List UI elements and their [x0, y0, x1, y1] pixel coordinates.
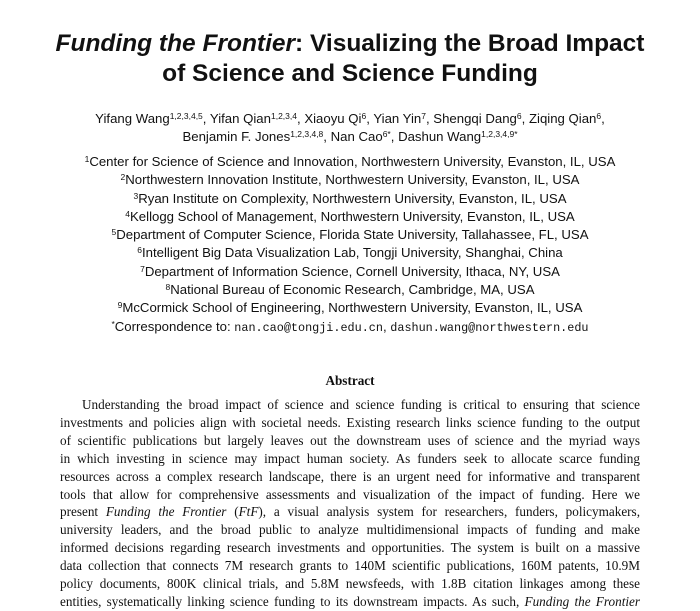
affiliation-item: $^1$Center for Science of Science and Innovation, Northwestern University, Evanston, IL, USA — [84, 154, 616, 169]
abstract-line: university leaders, and the broad public to analyze multidimensional impacts of funding and make — [60, 522, 640, 538]
email-link[interactable]: dashun.wang@northwestern.edu — [390, 320, 589, 335]
abstract-line: resources across a complex research landscape, there is an urgent need for informative and transparent — [60, 468, 640, 484]
affiliation-item: $^4$Kellogg School of Management, Northwestern University, Evanston, IL, USA — [125, 208, 575, 224]
title-italic-part: Funding the Frontier — [55, 30, 296, 57]
author-list — [0, 110, 700, 146]
author: Nan Cao$^{6*}$, — [330, 129, 399, 144]
affiliation-item: $^8$National Bureau of Economic Research, Cambridge, MA, USA — [165, 282, 535, 298]
author: Ziqing Qian$^6$, — [528, 111, 605, 126]
author: Benjamin F. Jones$^{1,2,3,4,8}$, — [182, 129, 331, 144]
correspondence-line: *Correspondence to: nan.cao@tongji.edu.cn, dashun.wang@northwestern.edu — [111, 318, 589, 335]
abstract-line: of scientific publications but largely leaves out the downstream uses of science and the myriad ways — [60, 432, 640, 448]
affiliation-item: $^2$Northwestern Innovation Institute, Northwestern University, Evanston, IL, USA — [120, 172, 580, 188]
abstract-line: Understanding the broad impact of science and science funding is critical to ensuring that science — [82, 397, 640, 412]
abstract-line: investments and policies align with societal needs. Existing research links science funding to the output — [60, 414, 640, 430]
author: Yifan Qian$^{1,2,3,4}$, — [209, 111, 305, 126]
abstract-line: data collection that connects 7M research grants to 140M scientific publications, 160M patents, 10.9M — [60, 558, 640, 574]
abstract-body — [60, 396, 640, 611]
email-link[interactable]: nan.cao@tongji.edu.cn — [234, 320, 383, 335]
author: Shengqi Dang$^6$, — [433, 111, 529, 126]
author: Yifang Wang$^{1,2,3,4,5}$, — [95, 111, 210, 126]
affiliation-item: $^5$Department of Computer Science, Florida State University, Tallahassee, FL, USA — [111, 227, 589, 243]
affiliation-item: $^7$Department of Information Science, Cornell University, Ithaca, NY, USA — [140, 263, 560, 279]
affiliation-item: $^9$McCormick School of Engineering, Northwestern University, Evanston, IL, USA — [117, 300, 583, 316]
abstract-line: in which investing in science may impact human society. As funders seek to allocate scarce funding — [60, 450, 640, 466]
title-line2: of Science and Science Funding — [162, 60, 538, 87]
author: Yian Yin$^7$, — [373, 111, 434, 126]
abstract-heading: Abstract — [325, 373, 375, 388]
affiliation-list — [0, 153, 700, 337]
title-rest-line1: : Visualizing the Broad Impact — [295, 30, 645, 57]
affiliation-item: $^6$Intelligent Big Data Visualization Lab, Tongji University, Shanghai, China — [137, 245, 563, 261]
abstract-line: present Funding the Frontier (FtF), a visual analysis system for researchers, funders, policymakers, — [60, 504, 640, 520]
abstract-line: entities, systematically linking science funding to its downstream impacts. As such, Funding the Frontier — [60, 593, 641, 609]
abstract-line: tools that allow for comprehensive assessments and visualization of the impact of funding. Here we — [60, 486, 640, 502]
author: Xiaoyu Qi$^6$, — [304, 111, 374, 126]
author: Dashun Wang$^{1,2,3,4,9*}$ — [398, 129, 518, 144]
affiliation-item: $^3$Ryan Institute on Complexity, Northwestern University, Evanston, IL, USA — [133, 190, 567, 206]
abstract-line: policy documents, 800K clinical trials, and 5.8M newsfeeds, with 1.8B citation linkages among these — [60, 576, 640, 592]
abstract-line: informed decisions regarding research investments and opportunities. The system is built on a massive — [60, 540, 640, 556]
paper-title — [0, 29, 700, 89]
